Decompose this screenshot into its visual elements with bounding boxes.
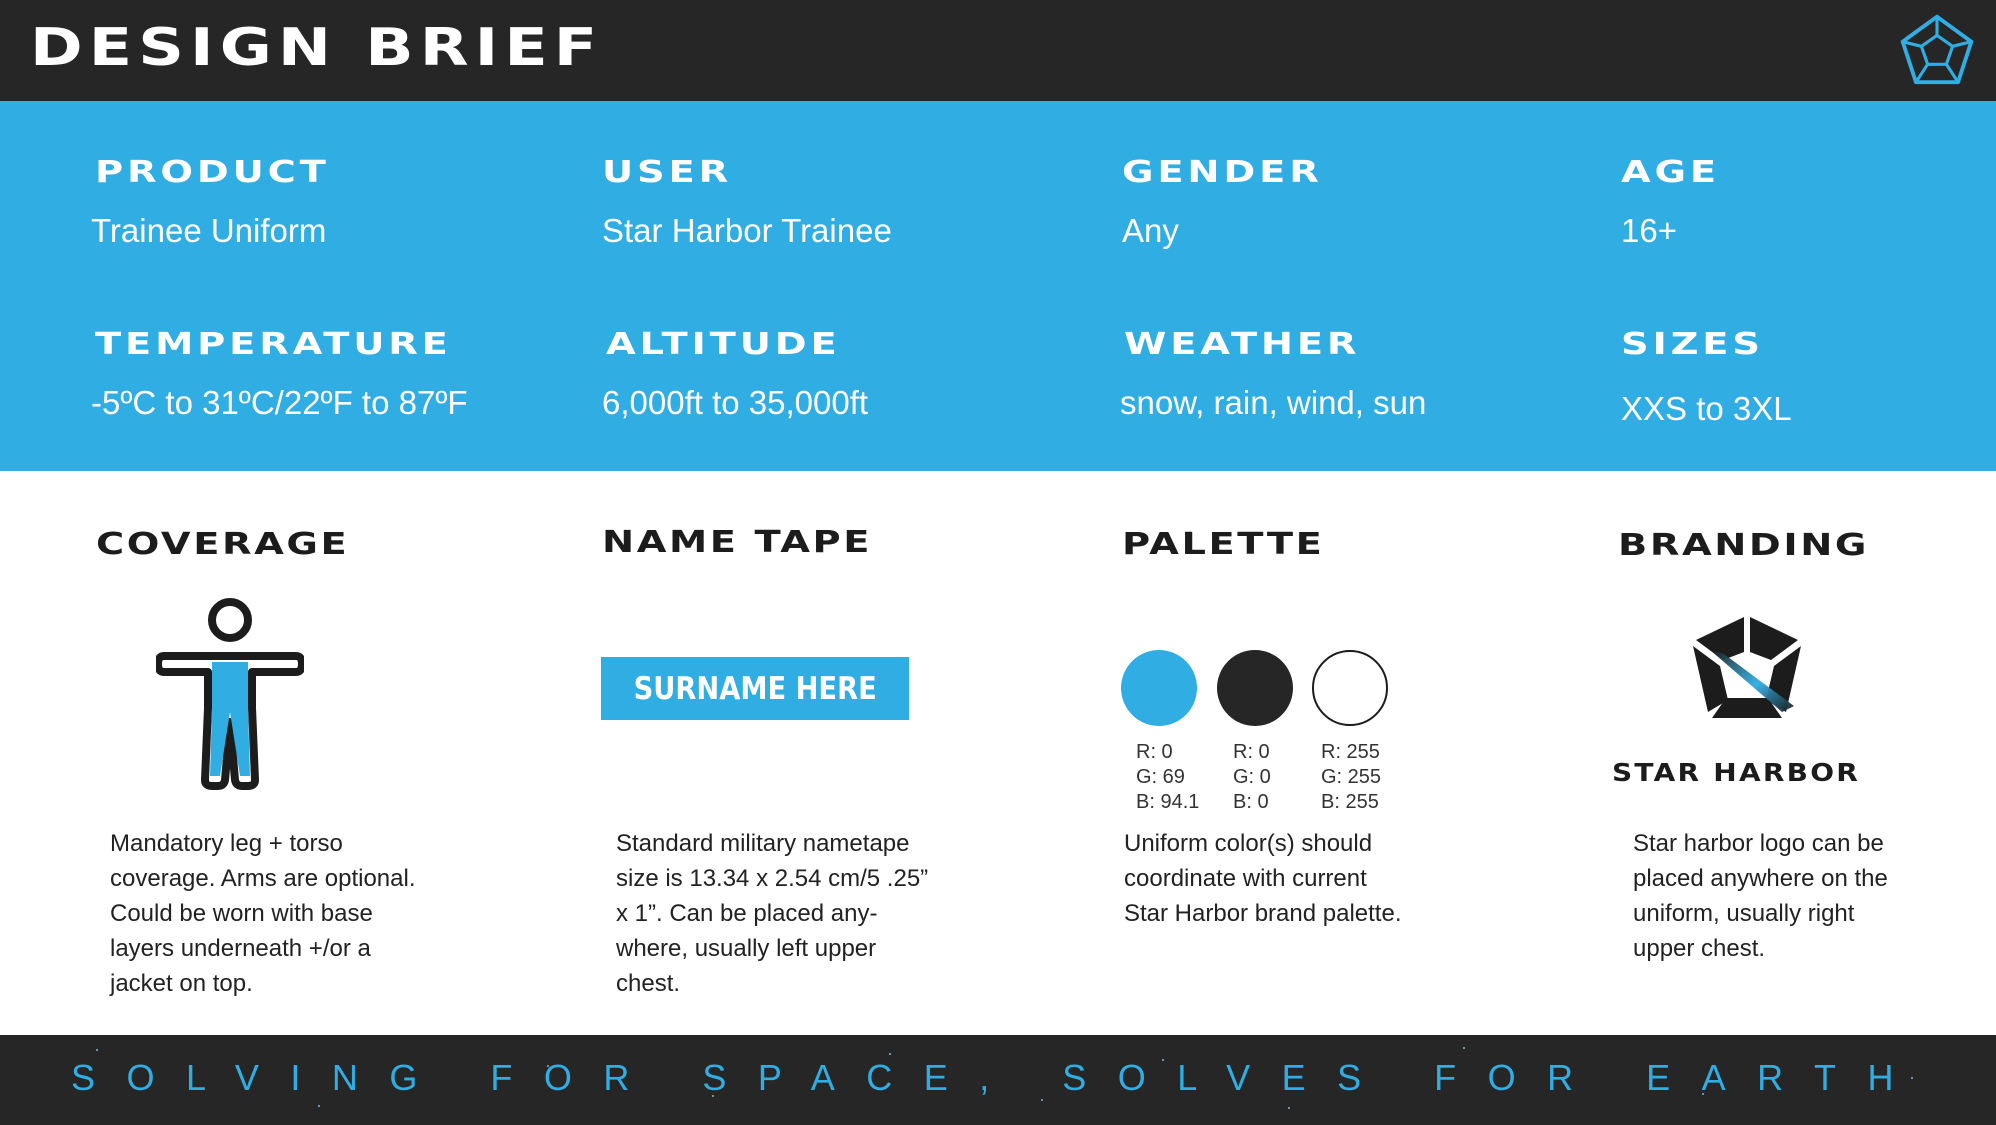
spec-label: WEATHER <box>1124 327 1361 362</box>
swatch-b: B: 255 <box>1321 791 1379 813</box>
spec-product <box>91 155 535 250</box>
spec-sizes <box>1621 327 1996 428</box>
branding-title: BRANDING <box>1618 528 1869 563</box>
spec-value: XXS to 3XL <box>1621 390 1792 427</box>
spec-value: -5ºC to 31ºC/22ºF to 87ºF <box>91 384 468 421</box>
spec-label: GENDER <box>1122 155 1323 190</box>
spec-altitude <box>602 327 1046 422</box>
coverage-title: COVERAGE <box>96 527 350 562</box>
pentagon-logo-icon <box>1898 12 1976 90</box>
spec-value: snow, rain, wind, sun <box>1120 384 1427 421</box>
swatch-r: R: 0 <box>1136 741 1173 763</box>
name-tape-sample <box>601 657 909 720</box>
palette-title: PALETTE <box>1122 527 1325 562</box>
spec-gender <box>1122 155 1562 250</box>
star-dot <box>96 1049 98 1051</box>
spec-label: SIZES <box>1621 327 1764 362</box>
swatch-blue <box>1121 650 1197 726</box>
spec-band <box>0 101 1996 471</box>
swatch-white <box>1312 650 1388 726</box>
footer-bar <box>0 1035 1996 1125</box>
swatch-values-blue <box>1136 740 1199 815</box>
swatch-g: G: 255 <box>1321 766 1382 788</box>
spec-label: PRODUCT <box>95 155 330 190</box>
name-tape-text: SURNAME HERE <box>633 670 877 707</box>
swatch-g: G: 69 <box>1136 766 1185 788</box>
star-dot <box>889 1053 891 1055</box>
swatch-black <box>1217 650 1293 726</box>
swatch-g: G: 0 <box>1233 766 1271 788</box>
star-harbor-logo-icon <box>1682 614 1812 740</box>
star-dot <box>1288 1107 1290 1109</box>
spec-value: 16+ <box>1621 212 1677 249</box>
spec-value: 6,000ft to 35,000ft <box>602 384 869 421</box>
swatch-values-black <box>1233 740 1271 815</box>
header-bar <box>0 0 1996 101</box>
name-tape-title: NAME TAPE <box>602 525 873 560</box>
spec-value: Star Harbor Trainee <box>602 212 892 249</box>
swatch-r: R: 255 <box>1321 741 1380 763</box>
star-dot <box>1041 1099 1043 1101</box>
swatch-values-white <box>1321 740 1381 815</box>
palette-description: Uniform color(s) should coordinate with current Star Harbor brand palette. <box>1124 830 1402 927</box>
branding-description: Star harbor logo can be placed anywhere on the uniform, usually right upper chest. <box>1633 830 1888 962</box>
spec-label: ALTITUDE <box>606 327 841 362</box>
star-dot <box>1463 1047 1465 1049</box>
spec-age <box>1621 155 1996 250</box>
spec-value: Trainee Uniform <box>91 212 327 249</box>
brand-name: STAR HARBOR <box>1612 758 1861 787</box>
spec-value: Any <box>1122 212 1179 249</box>
spec-temperature <box>91 327 535 422</box>
swatch-r: R: 0 <box>1233 741 1270 763</box>
swatch-b: B: 0 <box>1233 791 1269 813</box>
spec-label: TEMPERATURE <box>95 327 452 362</box>
coverage-description: Mandatory leg + torso coverage. Arms are optional. Could be worn with base layers underneath +/or a jacket on top. <box>110 830 416 997</box>
page-title: DESIGN BRIEF <box>30 18 604 78</box>
footer-tagline: SOLVING FOR SPACE, SOLVES FOR EARTH <box>71 1057 1925 1098</box>
spec-label: AGE <box>1621 155 1720 190</box>
spec-user <box>602 155 1042 250</box>
spec-weather <box>1120 327 1564 422</box>
swatch-b: B: 94.1 <box>1136 791 1200 813</box>
star-dot <box>318 1105 320 1107</box>
body-coverage-icon <box>156 596 304 790</box>
spec-label: USER <box>602 155 732 190</box>
name-tape-description: Standard military nametape size is 13.34 x 2.54 cm/5 .25” x 1”. Can be placed any- where, usually left upper chest. <box>616 830 929 997</box>
